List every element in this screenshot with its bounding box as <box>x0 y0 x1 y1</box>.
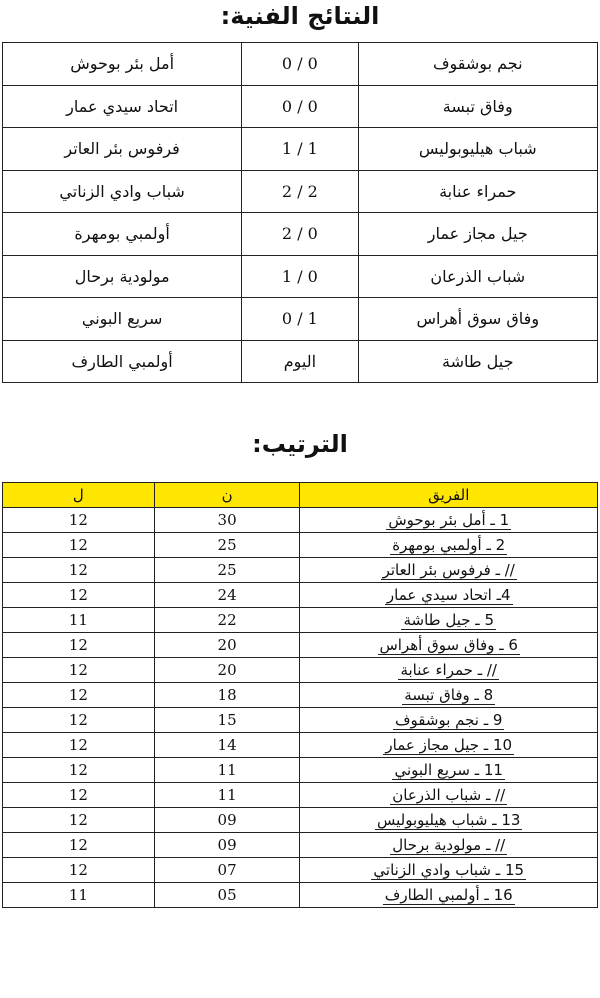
home-team: جيل طاشة <box>358 340 598 383</box>
result-row <box>3 298 598 341</box>
header-played: ل <box>3 483 155 508</box>
team-name: 13 ـ شباب هيليوبوليس <box>377 810 521 829</box>
points-cell: 20 <box>154 633 300 658</box>
points-cell: 07 <box>154 858 300 883</box>
played-cell: 11 <box>3 608 155 633</box>
match-score: 0 / 1 <box>242 298 358 341</box>
result-row <box>3 213 598 256</box>
team-cell <box>300 658 598 683</box>
home-team: شباب هيليوبوليس <box>358 128 598 171</box>
standings-row <box>3 733 598 758</box>
team-cell <box>300 858 598 883</box>
result-row <box>3 128 598 171</box>
standings-row <box>3 683 598 708</box>
points-cell: 09 <box>154 808 300 833</box>
points-cell: 22 <box>154 608 300 633</box>
standings-row <box>3 533 598 558</box>
standings-row <box>3 583 598 608</box>
team-cell <box>300 508 598 533</box>
played-cell: 12 <box>3 683 155 708</box>
result-row <box>3 85 598 128</box>
points-cell: 24 <box>154 583 300 608</box>
team-cell <box>300 683 598 708</box>
played-cell: 12 <box>3 808 155 833</box>
team-cell <box>300 633 598 658</box>
played-cell: 12 <box>3 858 155 883</box>
results-title: النتائج الفنية: <box>220 2 380 30</box>
team-name: 2 ـ أولمبي بومهرة <box>392 535 506 554</box>
standings-row <box>3 858 598 883</box>
team-name: 6 ـ وفاق سوق أهراس <box>379 635 518 654</box>
team-cell <box>300 558 598 583</box>
team-name: // ـ فرفوس بئر العاتر <box>382 560 515 579</box>
standings-row <box>3 808 598 833</box>
played-cell: 12 <box>3 658 155 683</box>
standings-row <box>3 608 598 633</box>
points-cell: 30 <box>154 508 300 533</box>
team-cell <box>300 733 598 758</box>
team-name: 9 ـ نجم بوشقوف <box>394 710 503 729</box>
points-cell: 11 <box>154 758 300 783</box>
standings-row <box>3 883 598 908</box>
team-cell <box>300 808 598 833</box>
home-team: وفاق تبسة <box>358 85 598 128</box>
team-cell <box>300 608 598 633</box>
home-team: شباب الذرعان <box>358 255 598 298</box>
points-cell: 09 <box>154 833 300 858</box>
away-team: اتحاد سيدي عمار <box>3 85 242 128</box>
team-cell <box>300 783 598 808</box>
standings-row <box>3 758 598 783</box>
standings-row <box>3 558 598 583</box>
played-cell: 11 <box>3 883 155 908</box>
played-cell: 12 <box>3 533 155 558</box>
home-team: وفاق سوق أهراس <box>358 298 598 341</box>
header-points: ن <box>154 483 300 508</box>
played-cell: 12 <box>3 833 155 858</box>
team-cell <box>300 833 598 858</box>
played-cell: 12 <box>3 558 155 583</box>
result-row <box>3 170 598 213</box>
team-cell <box>300 583 598 608</box>
home-team: حمراء عنابة <box>358 170 598 213</box>
team-cell <box>300 533 598 558</box>
header-team: الفريق <box>300 483 598 508</box>
away-team: أمل بئر بوحوش <box>3 43 242 86</box>
played-cell: 12 <box>3 783 155 808</box>
played-cell: 12 <box>3 633 155 658</box>
team-cell <box>300 758 598 783</box>
team-name: 10 ـ جيل مجاز عمار <box>385 735 513 754</box>
match-score: 2 / 0 <box>242 213 358 256</box>
away-team: أولمبي الطارف <box>3 340 242 383</box>
team-name: 4ـ اتحاد سيدي عمار <box>386 585 511 604</box>
points-cell: 14 <box>154 733 300 758</box>
away-team: أولمبي بومهرة <box>3 213 242 256</box>
standings-header-row <box>3 483 598 508</box>
played-cell: 12 <box>3 583 155 608</box>
result-row <box>3 43 598 86</box>
standings-row <box>3 833 598 858</box>
points-cell: 05 <box>154 883 300 908</box>
team-name: 5 ـ جيل طاشة <box>403 610 494 629</box>
points-cell: 20 <box>154 658 300 683</box>
team-cell <box>300 708 598 733</box>
standings-row <box>3 508 598 533</box>
away-team: شباب وادي الزناتي <box>3 170 242 213</box>
standings-table <box>2 482 598 908</box>
team-cell <box>300 883 598 908</box>
team-name: 15 ـ شباب وادي الزناتي <box>373 860 525 879</box>
standings-row <box>3 633 598 658</box>
home-team: جيل مجاز عمار <box>358 213 598 256</box>
points-cell: 15 <box>154 708 300 733</box>
team-name: // ـ شباب الذرعان <box>392 785 506 804</box>
home-team: نجم بوشقوف <box>358 43 598 86</box>
match-score: 1 / 1 <box>242 128 358 171</box>
team-name: 8 ـ وفاق تبسة <box>404 685 494 704</box>
match-score: 2 / 2 <box>242 170 358 213</box>
standings-row <box>3 658 598 683</box>
points-cell: 11 <box>154 783 300 808</box>
match-score: اليوم <box>242 340 358 383</box>
standings-title: الترتيب: <box>252 430 348 458</box>
result-row <box>3 340 598 383</box>
standings-row <box>3 783 598 808</box>
played-cell: 12 <box>3 708 155 733</box>
played-cell: 12 <box>3 733 155 758</box>
standings-row <box>3 708 598 733</box>
away-team: سريع البوني <box>3 298 242 341</box>
away-team: فرفوس بئر العاتر <box>3 128 242 171</box>
team-name: 1 ـ أمل بئر بوحوش <box>388 510 510 529</box>
points-cell: 25 <box>154 533 300 558</box>
points-cell: 25 <box>154 558 300 583</box>
team-name: // ـ مولودية برحال <box>392 835 506 854</box>
away-team: مولودية برحال <box>3 255 242 298</box>
results-table <box>2 42 598 383</box>
result-row <box>3 255 598 298</box>
team-name: 11 ـ سريع البوني <box>394 760 503 779</box>
match-score: 1 / 0 <box>242 255 358 298</box>
played-cell: 12 <box>3 508 155 533</box>
played-cell: 12 <box>3 758 155 783</box>
match-score: 0 / 0 <box>242 85 358 128</box>
team-name: 16 ـ أولمبي الطارف <box>384 885 513 904</box>
points-cell: 18 <box>154 683 300 708</box>
team-name: // ـ حمراء عنابة <box>400 660 497 679</box>
match-score: 0 / 0 <box>242 43 358 86</box>
